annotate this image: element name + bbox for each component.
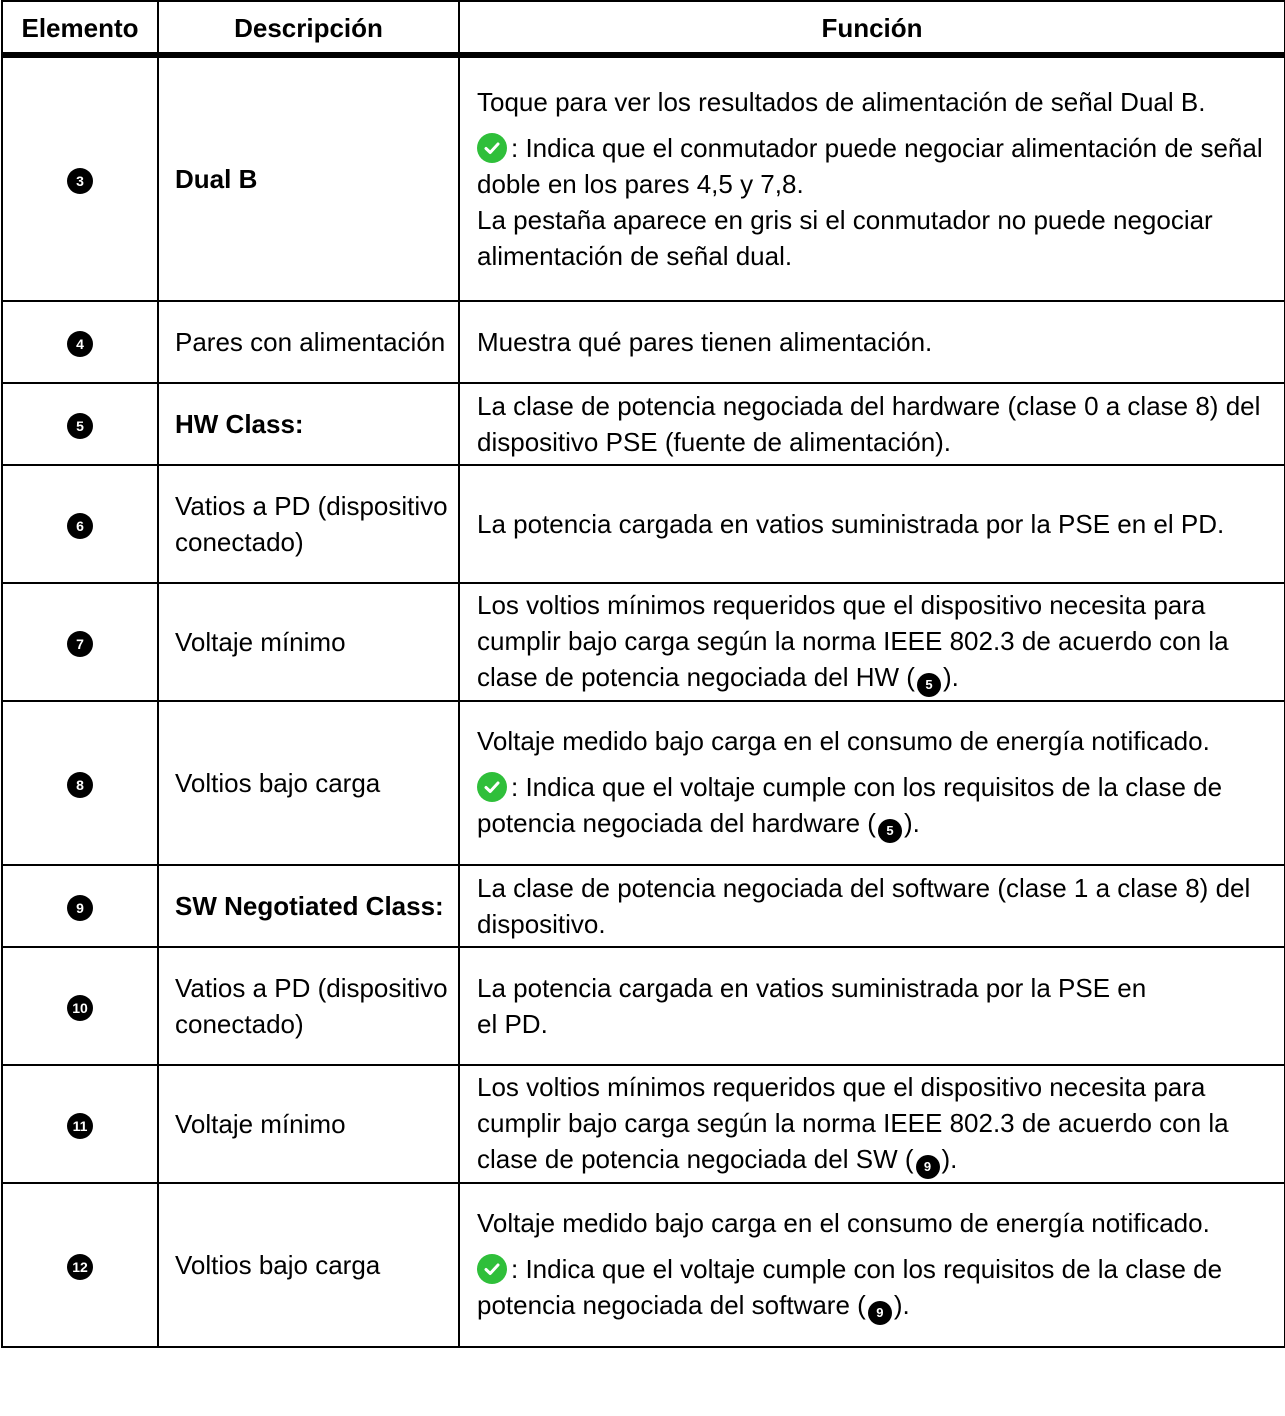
function-text: La clase de potencia negociada del hardware (clase 0 a clase 8) del dispositivo PSE (fuente de alimentación). — [477, 391, 1261, 457]
check-circle-icon — [477, 772, 507, 802]
table-row — [2, 55, 1285, 301]
description-cell: Pares con alimentación — [158, 301, 459, 383]
header-row — [2, 1, 1285, 55]
function-text: Voltaje medido bajo carga en el consumo de energía notificado. — [477, 1208, 1210, 1238]
function-text: La potencia cargada en vatios suministrada por la PSE en el PD. — [477, 973, 1147, 1039]
number-badge-icon: 8 — [67, 772, 93, 798]
function-cell — [459, 947, 1285, 1065]
function-cell — [459, 701, 1285, 865]
description-cell: Voltios bajo carga — [158, 1183, 459, 1347]
description-cell: Voltios bajo carga — [158, 701, 459, 865]
function-cell — [459, 865, 1285, 947]
element-number — [2, 55, 158, 301]
description-cell: Vatios a PD (dispositivo conectado) — [158, 947, 459, 1065]
function-cell — [459, 465, 1285, 583]
function-text: Voltaje medido bajo carga en el consumo de energía notificado. — [477, 726, 1210, 756]
function-text: : Indica que el voltaje cumple con los requisitos de la clase de potencia negociada del software ( 9 ). — [477, 1251, 1276, 1325]
table-row — [2, 701, 1285, 865]
element-table — [1, 0, 1285, 1348]
function-text: Los voltios mínimos requeridos que el dispositivo necesita para cumplir bajo carga según la norma IEEE 802.3 de acuerdo con la clase de potencia negociada del SW ( 9 ). — [477, 1069, 1276, 1179]
function-text: Toque para ver los resultados de alimentación de señal Dual B. — [477, 87, 1206, 117]
header-description: Descripción — [158, 1, 459, 55]
element-number — [2, 865, 158, 947]
number-badge-icon: 11 — [67, 1113, 93, 1139]
element-number — [2, 583, 158, 701]
number-badge-icon: 6 — [67, 513, 93, 539]
description-cell: Voltaje mínimo — [158, 1065, 459, 1183]
number-badge-icon: 10 — [67, 995, 93, 1021]
function-text: : Indica que el voltaje cumple con los requisitos de la clase de potencia negociada del hardware ( 5 ). — [477, 769, 1276, 843]
function-cell — [459, 301, 1285, 383]
description-cell: SW Negotiated Class: — [158, 865, 459, 947]
number-badge-icon: 5 — [67, 413, 93, 439]
element-number — [2, 1183, 158, 1347]
number-badge-icon: 9 — [67, 895, 93, 921]
number-badge-icon: 5 — [917, 673, 941, 697]
element-number — [2, 947, 158, 1065]
number-badge-icon: 9 — [916, 1155, 940, 1179]
header-function: Función — [459, 1, 1285, 55]
table-row — [2, 1065, 1285, 1183]
description-cell: HW Class: — [158, 383, 459, 465]
function-text: Muestra qué pares tienen alimentación. — [477, 327, 933, 357]
table-row — [2, 583, 1285, 701]
table-row — [2, 301, 1285, 383]
header-element: Elemento — [2, 1, 158, 55]
function-text: La clase de potencia negociada del software (clase 1 a clase 8) del dispositivo. — [477, 873, 1251, 939]
element-number — [2, 383, 158, 465]
number-badge-icon: 7 — [67, 631, 93, 657]
check-circle-icon — [477, 1254, 507, 1284]
table-row — [2, 383, 1285, 465]
element-number — [2, 1065, 158, 1183]
element-number — [2, 465, 158, 583]
number-badge-icon: 12 — [67, 1254, 93, 1280]
function-cell — [459, 383, 1285, 465]
element-number — [2, 301, 158, 383]
description-cell: Vatios a PD (dispositivo conectado) — [158, 465, 459, 583]
number-badge-icon: 5 — [878, 819, 902, 843]
description-cell: Dual B — [158, 55, 459, 301]
description-cell: Voltaje mínimo — [158, 583, 459, 701]
check-circle-icon — [477, 133, 507, 163]
element-number — [2, 701, 158, 865]
function-cell — [459, 1183, 1285, 1347]
table-row — [2, 947, 1285, 1065]
table-row — [2, 465, 1285, 583]
number-badge-icon: 9 — [868, 1301, 892, 1325]
function-cell — [459, 583, 1285, 701]
table-row — [2, 865, 1285, 947]
function-text: : Indica que el conmutador puede negociar alimentación de señal doble en los pares 4,5 y 7,8. — [477, 133, 1263, 199]
number-badge-icon: 4 — [67, 331, 93, 357]
table-row — [2, 1183, 1285, 1347]
number-badge-icon: 3 — [67, 168, 93, 194]
function-text: La potencia cargada en vatios suministrada por la PSE en el PD. — [477, 509, 1225, 539]
function-text: La pestaña aparece en gris si el conmutador no puede negociar alimentación de señal dual. — [477, 205, 1213, 271]
function-cell — [459, 1065, 1285, 1183]
function-text: Los voltios mínimos requeridos que el dispositivo necesita para cumplir bajo carga según la norma IEEE 802.3 de acuerdo con la clase de potencia negociada del HW ( 5 ). — [477, 587, 1276, 697]
function-cell — [459, 55, 1285, 301]
